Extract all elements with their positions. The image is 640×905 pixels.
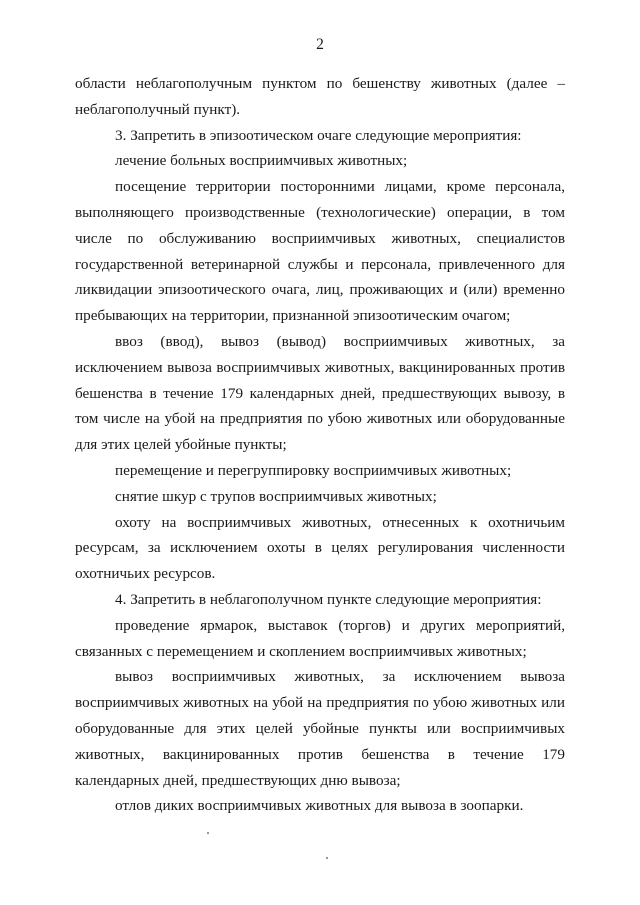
paragraph-treatment: лечение больных восприимчивых животных; — [115, 152, 408, 170]
paragraph-item-3-heading: 3. Запретить в эпизоотическом очаге следующие мероприятия: — [115, 126, 522, 144]
paragraph-hunting: охоту на восприимчивых животных, отнесенных к охотничьим ресурсам, за исключением охоты в целях регулирования численности охотничьих ресурсов. — [75, 513, 565, 583]
paragraph-fairs: проведение ярмарок, выставок (торгов) и других мероприятий, связанных с перемещением и скоплением восприимчивых животных; — [75, 616, 565, 660]
document-body — [75, 71, 565, 819]
scan-speck — [207, 832, 209, 834]
paragraph-intro: области неблагополучным пунктом по бешенству животных (далее – неблагополучный пункт). — [75, 75, 565, 118]
paragraph-removal: вывоз восприимчивых животных, за исключением вывоза восприимчивых животных на убой на предприятия по убою животных или оборудованные для этих целей убойные пункты или восприимчивых животных, вакцинированных против бешенства в течение 179 календарных дней, предшествующих дню вывоза; — [75, 668, 565, 789]
paragraph-visits: посещение территории посторонними лицами, кроме персонала, выполняющего производственные (технологические) операции, в том числе по обслуживанию восприимчивых животных, специалистов государственной ветеринарной службы и персонала, привлеченного для ликвидации эпизоотического очага, лиц, проживающих и (или) временно пребывающих на территории, признанной эпизоотическим очагом; — [75, 178, 565, 325]
paragraph-skinning: снятие шкур с трупов восприимчивых животных; — [115, 487, 437, 505]
page-number: 2 — [316, 36, 324, 53]
paragraph-item-4-heading: 4. Запретить в неблагополучном пункте следующие мероприятия: — [115, 590, 542, 608]
paragraph-import-export: ввоз (ввод), вывоз (вывод) восприимчивых животных, за исключением вывоза восприимчивых животных, вакцинированных против бешенства в течение 179 календарных дней, предшествующих вывозу, в том числе на убой на предприятия по убою животных или оборудованные для этих целей убойные пункты; — [75, 332, 565, 454]
scan-speck — [326, 857, 328, 859]
paragraph-capture: отлов диких восприимчивых животных для вывоза в зоопарки. — [115, 797, 524, 815]
paragraph-regrouping: перемещение и перегруппировку восприимчивых животных; — [115, 461, 512, 479]
